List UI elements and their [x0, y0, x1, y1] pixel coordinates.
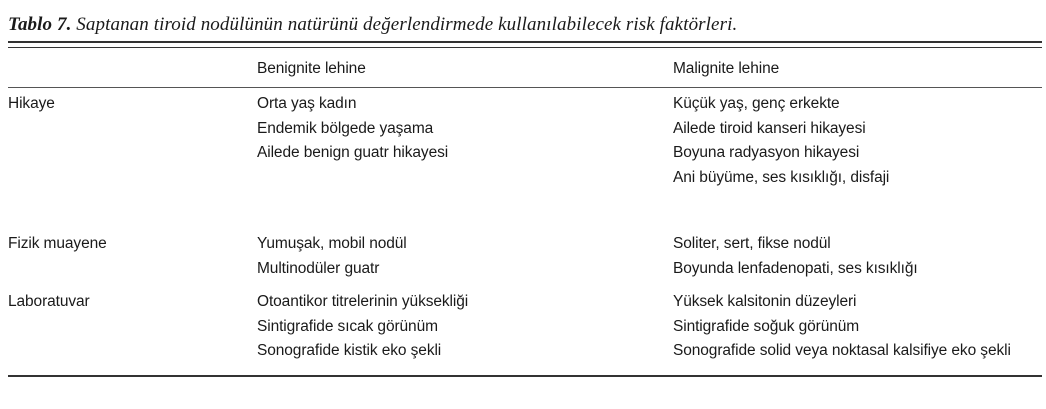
- table-cell: Ailede tiroid kanseri hikayesi: [673, 119, 866, 137]
- table-cell: Orta yaş kadın: [257, 95, 357, 112]
- header-malign: Malignite lehine: [673, 60, 780, 77]
- caption-label: Tablo 7.: [8, 14, 72, 35]
- top-rule-thin: [8, 47, 1042, 48]
- table-cell: Soliter, sert, fikse nodül: [673, 235, 831, 252]
- table-cell: Sonografide kistik eko şekli: [257, 342, 442, 359]
- table-cell: Boyuna radyasyon hikayesi: [673, 144, 860, 161]
- bottom-rule: [8, 375, 1042, 377]
- row-hikaye-malign: [673, 92, 889, 190]
- table-cell: Yumuşak, mobil nodül: [257, 235, 407, 252]
- table-cell: Endemik bölgede yaşama: [257, 119, 434, 137]
- table-cell: Boyunda lenfadenopati, ses kısıklığı: [673, 259, 918, 277]
- table-cell: Otoantikor titrelerinin yüksekliği: [257, 293, 469, 310]
- table-cell: Sintigrafide sıcak görünüm: [257, 317, 438, 335]
- table-cell: Sonografide solid veya noktasal kalsifiye eko şekli: [673, 342, 1011, 359]
- row-fizik-benign: [257, 232, 407, 281]
- table-cell: Ailede benign guatr hikayesi: [257, 144, 449, 161]
- row-laboratuvar-malign: [673, 290, 1011, 364]
- row-category-hikaye: Hikaye: [8, 95, 55, 112]
- table-cell: Multinodüler guatr: [257, 259, 380, 277]
- header-benign: Benignite lehine: [257, 60, 366, 77]
- row-category-fizik-muayene: Fizik muayene: [8, 235, 107, 252]
- row-hikaye-benign: [257, 92, 448, 166]
- table-cell: Sintigrafide soğuk görünüm: [673, 317, 860, 335]
- table-caption: [8, 14, 737, 36]
- header-rule: [8, 87, 1042, 88]
- table-cell: Küçük yaş, genç erkekte: [673, 95, 840, 112]
- top-rule-thick: [8, 41, 1042, 43]
- row-laboratuvar-benign: [257, 290, 468, 364]
- table-cell: Ani büyüme, ses kısıklığı, disfaji: [673, 168, 890, 186]
- row-fizik-malign: [673, 232, 918, 281]
- table-cell: Yüksek kalsitonin düzeyleri: [673, 293, 857, 310]
- caption-text: Saptanan tiroid nodülünün natürünü değerlendirmede kullanılabilecek risk faktörleri.: [71, 14, 738, 35]
- row-category-laboratuvar: Laboratuvar: [8, 293, 90, 310]
